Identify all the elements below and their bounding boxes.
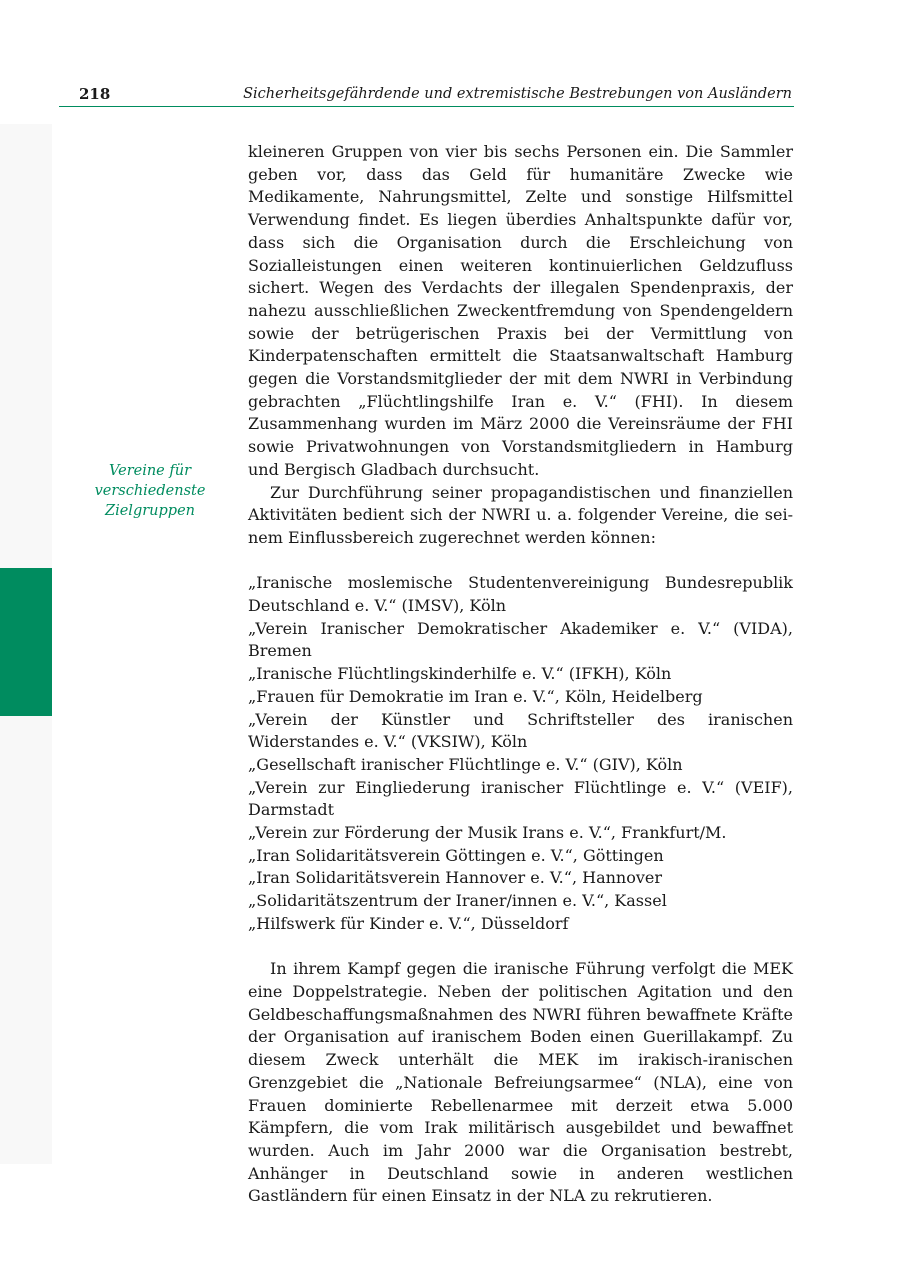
paragraph-mek-strategy: In ihrem Kampf gegen die iranische Führung verfolgt die MEK eine Doppelstrategie. Neben der politischen Agitation und den Geldbeschaffungsmaßnahmen des NWRI führen bewaffnete Kräfte der Organisation auf iranischem Boden einen Guerillakampf. Zu diesem Zweck unterhält die MEK im irakisch-iranischen Grenzgebiet die „Nationale Befreiungsarmee“ (NLA), eine von Frauen dominierte Rebellenarmee mit derzeit etwa 5.000 Kämpfern, die vom Irak militärisch ausgebildet und bewaffnet wurden. Auch im Jahr 2000 war die Organisation bestrebt, Anhänger in Deutschland sowie in anderen westlichen Gastländern für einen Einsatz in der NLA zu rekrutieren. (248, 959, 793, 1206)
list-item: „Verein zur Förderung der Musik Irans e. V.“, Frankfurt/M. (248, 823, 727, 843)
margin-note-line: Vereine für (108, 463, 192, 479)
header-rule (59, 106, 794, 107)
list-item: „Hilfswerk für Kinder e. V.“, Düsseldorf (248, 913, 569, 933)
list-item: „Frauen für Demokratie im Iran e. V.“, Köln, Heidelberg (248, 686, 703, 706)
main-text (248, 141, 793, 1208)
associations-list (248, 572, 793, 935)
page-number: 218 (79, 85, 111, 103)
list-item: „Iranische moslemische Studentenvereinigung Bundesrepublik Deutschland e. V.“ (IMSV), Köln (248, 573, 793, 616)
list-item: „Iran Solidaritätsverein Göttingen e. V.“, Göttingen (248, 845, 664, 865)
list-item: „Verein der Künstler und Schriftsteller des iranischen Widerstandes e. V.“ (VKSIW), Köln (248, 709, 793, 752)
running-title: Sicherheitsgefährdende und extremistische Bestrebungen von Ausländern (243, 86, 792, 102)
list-item: „Solidaritätszentrum der Iraner/innen e. V.“, Kassel (248, 891, 667, 911)
list-item: „Gesellschaft iranischer Flüchtlinge e. V.“ (GIV), Köln (248, 754, 683, 774)
list-item: „Iranische Flüchtlingskinderhilfe e. V.“ (IFKH), Köln (248, 664, 672, 684)
list-item: „Iran Solidaritätsverein Hannover e. V.“, Hannover (248, 868, 663, 888)
list-item: „Verein Iranischer Demokratischer Akademiker e. V.“ (VIDA), Bremen (248, 618, 793, 661)
paragraph-associations-intro: Zur Durchführung seiner propagandistischen und finanziellen Aktivitäten bedient sich der NWRI u. a. folgender Vereine, die seinem Einflussbereich zugerechnet werden können: (248, 482, 793, 547)
chapter-marker-tab (0, 568, 52, 716)
paragraph-funding-practices: kleineren Gruppen von vier bis sechs Personen ein. Die Sammler geben vor, dass das Geld für humanitäre Zwecke wie Medikamente, Nahrungsmittel, Zelte und sonstige Hilfsmittel Verwendung findet. Es liegen überdies Anhaltspunkte dafür vor, dass sich die Organisation durch die Erschleichung von Sozialleistungen einen weiteren kontinuierlichen Geldzufluss sichert. Wegen des Verdachts der illegalen Spendenpraxis, der nahezu ausschließlichen Zweckentfremdung von Spendengeldern sowie der betrügerischen Praxis bei der Vermittlung von Kinderpatenschaften ermittelt die Staatsanwaltschaft Hamburg gegen die Vorstandsmitglieder der mit dem NWRI in Verbindung gebrachten „Flüchtlingshilfe Iran e. V.“ (FHI). In diesem Zusammenhang wurden im März 2000 die Vereinsräume der FHI sowie Privatwohnungen von Vorstandsmitgliedern in Hamburg und Bergisch Gladbach durchsucht. (248, 142, 793, 479)
margin-note-line: Zielgruppen (105, 503, 195, 519)
list-item: „Verein zur Eingliederung iranischer Flüchtlinge e. V.“ (VEIF), Darmstadt (248, 777, 793, 820)
margin-note (80, 461, 220, 521)
margin-note-line: verschiedenste (94, 483, 206, 499)
